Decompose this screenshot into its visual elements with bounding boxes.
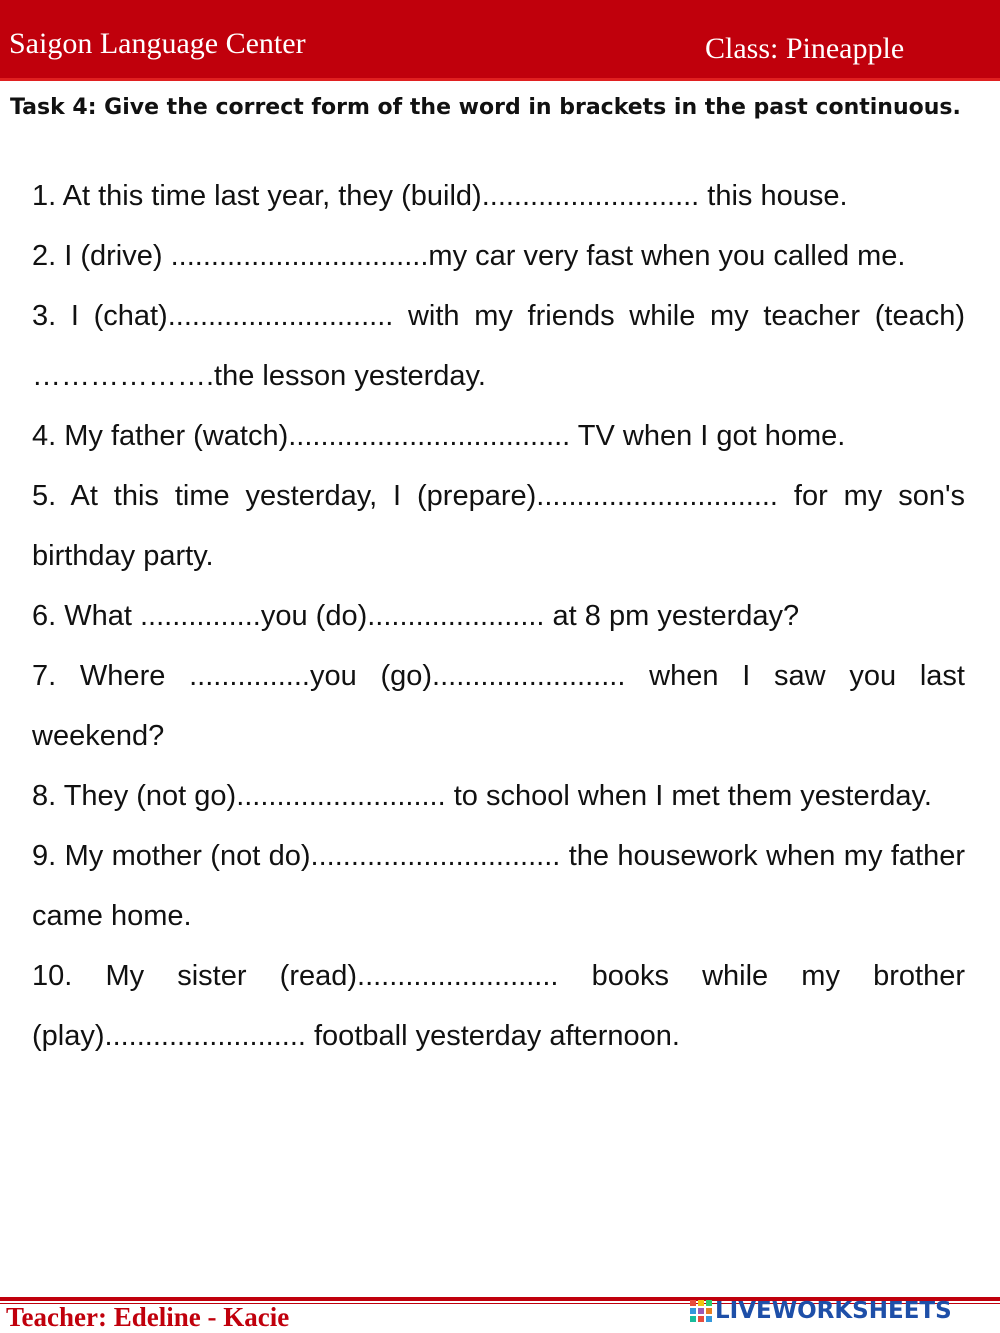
- center-name: Saigon Language Center: [9, 27, 306, 60]
- question-10: 10. My sister (read)......................... books while my brother (play)......................... football yesterday afternoon.: [32, 960, 965, 1052]
- header-divider: [0, 78, 1000, 81]
- question-8: 8. They (not go).......................... to school when I met them yesterday.: [32, 780, 932, 812]
- task-title: Task 4: Give the correct form of the word in brackets in the past continuous.: [10, 95, 961, 120]
- question-2: 2. I (drive) ................................my car very fast when you called me.: [32, 240, 906, 272]
- liveworksheets-wordmark: LIVEWORKSHEETS: [715, 1298, 952, 1324]
- teacher-name: Teacher: Edeline - Kacie: [6, 1302, 290, 1332]
- question-7: 7. Where ...............you (go)........................ when I saw you last weekend?: [32, 660, 965, 752]
- question-5: 5. At this time yesterday, I (prepare).............................. for my son's birthday party.: [32, 480, 965, 572]
- question-9: 9. My mother (not do)............................... the housework when my father came home.: [32, 840, 965, 932]
- question-list: [32, 166, 965, 1066]
- question-4: 4. My father (watch)................................... TV when I got home.: [32, 420, 846, 452]
- class-name: Class: Pineapple: [705, 32, 905, 65]
- question-3: 3. I (chat)............................ with my friends while my teacher (teach) ……………….the lesson yesterday.: [32, 300, 965, 392]
- question-6: 6. What ...............you (do)...................... at 8 pm yesterday?: [32, 600, 800, 632]
- question-1: 1. At this time last year, they (build)........................... this house.: [32, 180, 848, 212]
- liveworksheets-logo-icon: [690, 1300, 712, 1322]
- liveworksheets-brand: [690, 1296, 952, 1326]
